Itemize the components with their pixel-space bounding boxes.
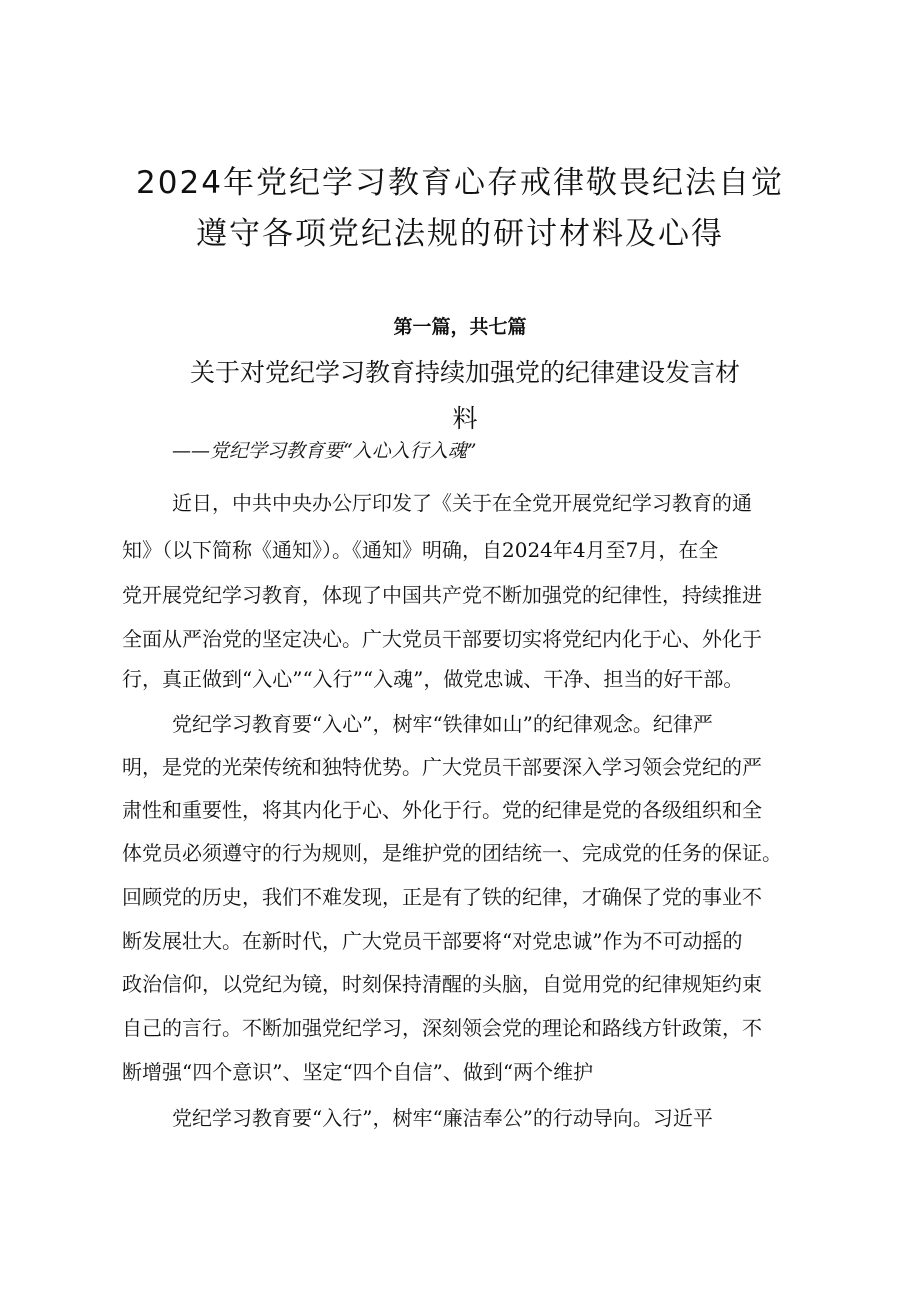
- body-line: 明，是党的光荣传统和独特优势。广大党员干部要深入学习领会党纪的严: [122, 755, 762, 779]
- body-line: 全面从严治党的坚定决心。广大党员干部要切实将党纪内化于心、外化于: [122, 627, 762, 651]
- document-title-line-1: 2024年党纪学习教育心存戒律敬畏纪法自觉: [136, 165, 784, 201]
- body-line: 党纪学习教育要“入行”，树牢“廉洁奉公”的行动导向。习近平: [172, 1106, 713, 1130]
- article-title-line-2: 料: [452, 404, 478, 433]
- document-title-line-2: 遵守各项党纪法规的研讨材料及心得: [196, 216, 724, 252]
- body-line: 回顾党的历史，我们不难发现，正是有了铁的纪律，才确保了党的事业不: [122, 885, 762, 909]
- body-line: 断增强“四个意识”、坚定“四个自信”、做到“两个维护: [122, 1060, 594, 1084]
- body-line: 断发展壮大。在新时代，广大党员干部要将“对党忠诚”作为不可动摇的: [122, 929, 743, 953]
- body-line: 知》（以下简称《通知》）。《通知》明确，自2024年4月至7月，在全: [122, 538, 719, 562]
- section-label: 第一篇，共七篇: [393, 316, 527, 338]
- article-subtitle: ——党纪学习教育要“入心入行入魂”: [172, 440, 477, 462]
- body-line: 体党员必须遵守的行为规则，是维护党的团结统一、完成党的任务的保证。: [122, 841, 782, 865]
- body-line: 党开展党纪学习教育，体现了中国共产党不断加强党的纪律性，持续推进: [122, 583, 762, 607]
- body-line: 自己的言行。不断加强党纪学习，深刻领会党的理论和路线方针政策，不: [122, 1016, 762, 1040]
- body-line: 肃性和重要性，将其内化于心、外化于行。党的纪律是党的各级组织和全: [122, 798, 762, 822]
- body-line: 党纪学习教育要“入心”，树牢“铁律如山”的纪律观念。纪律严: [172, 712, 713, 736]
- article-title-line-1: 关于对党纪学习教育持续加强党的纪律建设发言材: [189, 358, 740, 387]
- body-line: 政治信仰，以党纪为镜，时刻保持清醒的头脑，自觉用党的纪律规矩约束: [122, 972, 762, 996]
- article-title: [165, 350, 765, 442]
- body-line: 近日，中共中央办公厅印发了《关于在全党开展党纪学习教育的通: [172, 491, 752, 515]
- body-line: 行，真正做到“入心”“入行”“入魂”，做党忠诚、干净、担当的好干部。: [122, 667, 744, 691]
